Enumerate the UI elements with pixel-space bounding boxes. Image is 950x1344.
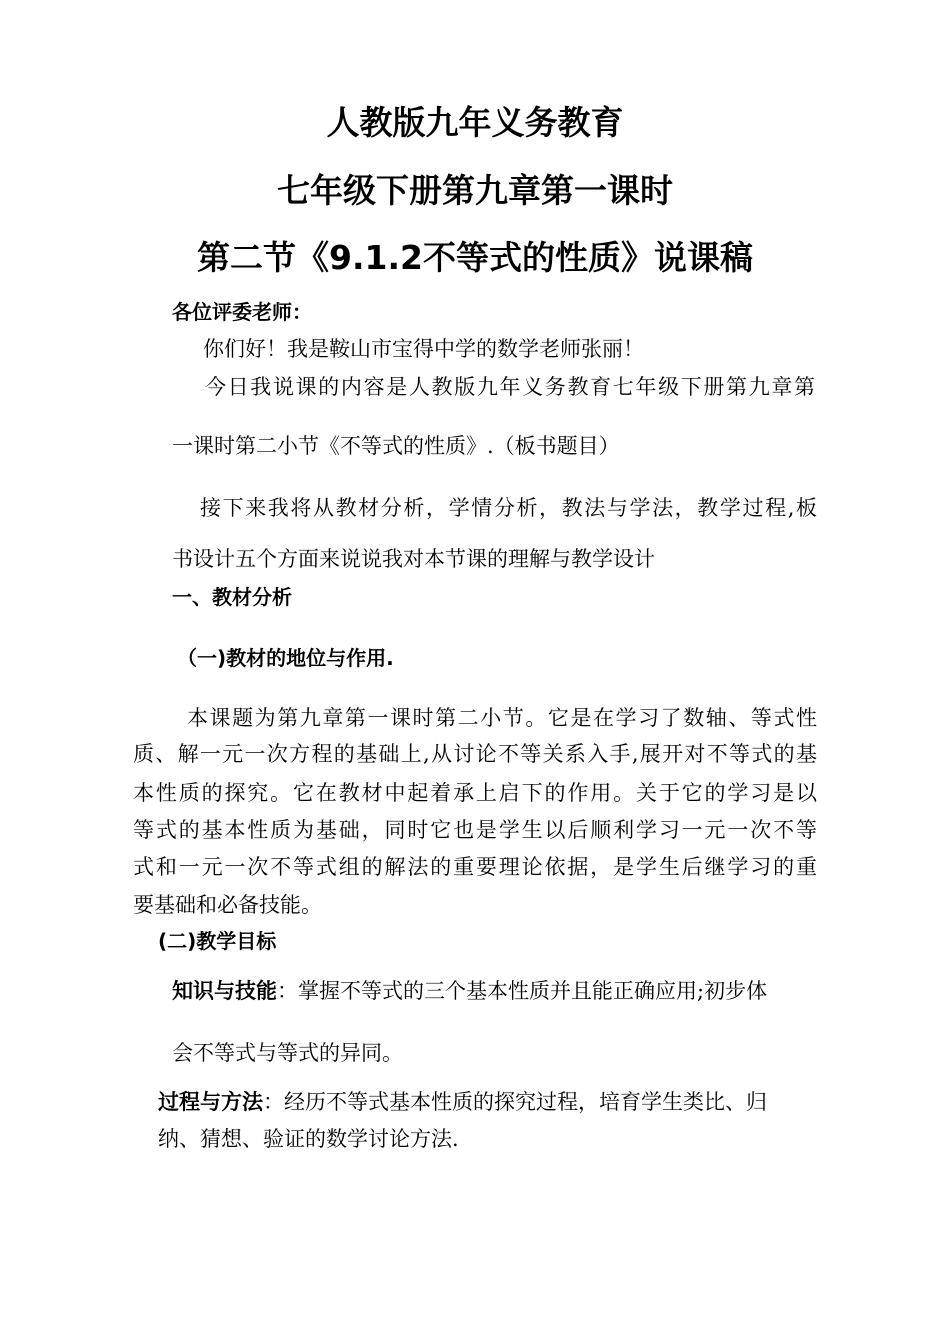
para-line: 本性质的探究。它在教材中起着承上启下的作用。关于它的学习是以: [133, 781, 817, 805]
section1-sub1-heading: （一)教材的地位与作用.: [177, 646, 394, 670]
section1-heading: 一、教材分析: [172, 585, 292, 609]
para-line: 等式的基本性质为基础，同时它也是学生以后顺利学习一元一次不等: [133, 818, 817, 842]
process-method-text: ：经历不等式基本性质的探究过程，培育学生类比、归: [263, 1090, 767, 1114]
para-line: 本课题为第九章第一课时第二小节。它是在学习了数轴、等式性: [187, 706, 817, 730]
knowledge-skills-line1: [172, 981, 767, 1002]
doc-title-line1: 人教版九年义务教育: [326, 103, 624, 142]
section1-sub2-heading: (二)教学目标: [158, 929, 277, 953]
doc-title-line2: 七年级下册第九章第一课时: [277, 171, 673, 210]
doc-title-line3: 第二节《9.1.2不等式的性质》说课稿: [197, 238, 753, 277]
para-line: 要基础和必备技能。: [133, 893, 322, 917]
para-line: 式和一元一次不等式组的解法的重要理论依据，是学生后继学习的重: [133, 855, 817, 879]
intro-plan-line1: 接下来我将从教材分析，学情分析，教法与学法，教学过程,板: [200, 496, 817, 520]
intro-content-line1: 今日我说课的内容是人教版九年义务教育七年级下册第九章第: [205, 375, 815, 399]
intro-content-line2: 一课时第二小节《不等式的性质》.（板书题目）: [172, 434, 620, 458]
process-method-line2: 纳、猜想、验证的数学讨论方法.: [158, 1127, 459, 1151]
intro-plan-line2: 书设计五个方面来说说我对本节课的理解与教学设计: [172, 547, 655, 571]
knowledge-skills-line2: 会不等式与等式的异同。: [172, 1041, 403, 1065]
greeting: 各位评委老师：: [172, 300, 312, 324]
process-method-label: 过程与方法: [158, 1090, 263, 1114]
para-line: 质、解一元一次方程的基础上,从讨论不等关系入手,展开对不等式的基: [133, 742, 817, 766]
process-method-line1: [158, 1092, 767, 1113]
knowledge-skills-text: ：掌握不等式的三个基本性质并且能正确应用;初步体: [277, 979, 768, 1003]
intro-hello: 你们好！我是鞍山市宝得中学的数学老师张丽！: [203, 337, 644, 361]
knowledge-skills-label: 知识与技能: [172, 979, 277, 1003]
